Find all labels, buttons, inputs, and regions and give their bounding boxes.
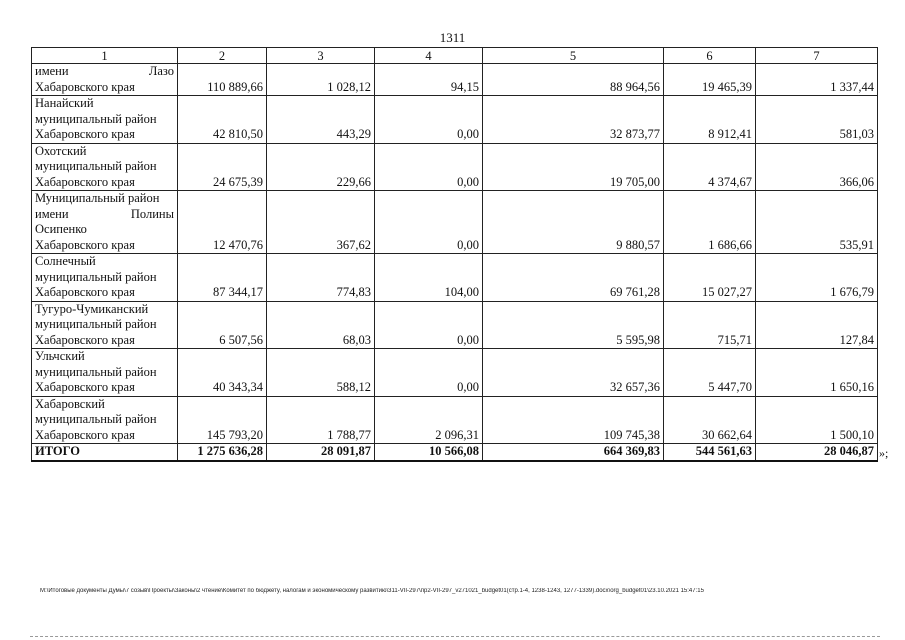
district-name-word: Хабаровского края bbox=[35, 237, 135, 252]
district-name-line bbox=[35, 175, 174, 191]
value-cell-col-5: 109 745,38 bbox=[483, 396, 664, 444]
district-name-word: Осипенко bbox=[35, 222, 87, 236]
column-number-row bbox=[32, 48, 878, 64]
value-cell-col-6: 5 447,70 bbox=[664, 349, 756, 397]
district-name-word: имени bbox=[35, 64, 69, 78]
value-cell-col-5: 32 873,77 bbox=[483, 96, 664, 144]
district-name-line bbox=[35, 349, 174, 365]
district-name-cell bbox=[32, 349, 178, 397]
value-cell-col-4: 0,00 bbox=[375, 191, 483, 254]
value-cell-col-2: 24 675,39 bbox=[178, 143, 267, 191]
column-header-6: 6 bbox=[664, 48, 756, 64]
district-name-cell bbox=[32, 96, 178, 144]
value-cell-col-3: 443,29 bbox=[267, 96, 375, 144]
value-cell-col-2: 6 507,56 bbox=[178, 301, 267, 349]
value-cell-col-3: 68,03 bbox=[267, 301, 375, 349]
value-cell-col-7: 1 650,16 bbox=[756, 349, 878, 397]
district-name-line bbox=[35, 222, 174, 238]
value-cell-col-6: 15 027,27 bbox=[664, 254, 756, 302]
district-name-word: Полины bbox=[130, 206, 174, 221]
district-name-cell bbox=[32, 191, 178, 254]
district-name-word: Солнечный bbox=[35, 254, 96, 268]
district-name-cell bbox=[32, 64, 178, 96]
total-value-col-7: 28 046,87 bbox=[756, 444, 878, 461]
page-number: 1311 bbox=[439, 30, 466, 45]
value-cell-col-7: 366,06 bbox=[756, 143, 878, 191]
district-name-line bbox=[35, 159, 174, 175]
district-name-word: Муниципальный район bbox=[35, 191, 160, 205]
district-name-line bbox=[35, 127, 174, 143]
value-cell-col-4: 0,00 bbox=[375, 143, 483, 191]
closing-quote-mark: »; bbox=[879, 446, 889, 460]
total-label: ИТОГО bbox=[32, 444, 178, 461]
district-name-word: муниципальный район bbox=[35, 159, 157, 173]
value-cell-col-3: 1 028,12 bbox=[267, 64, 375, 96]
total-value-col-2: 1 275 636,28 bbox=[178, 444, 267, 461]
value-cell-col-7: 535,91 bbox=[756, 191, 878, 254]
column-header-7: 7 bbox=[756, 48, 878, 64]
district-name-word: муниципальный район bbox=[35, 412, 157, 426]
district-name-line bbox=[35, 112, 174, 128]
district-name-line bbox=[35, 144, 174, 160]
value-cell-col-6: 8 912,41 bbox=[664, 96, 756, 144]
district-name-word: Хабаровского края bbox=[35, 380, 135, 394]
district-name-word: муниципальный район bbox=[35, 317, 157, 331]
district-name-line bbox=[35, 254, 174, 270]
district-name-line bbox=[35, 80, 174, 96]
page-bottom-rule bbox=[30, 636, 880, 637]
value-cell-col-7: 581,03 bbox=[756, 96, 878, 144]
value-cell-col-2: 110 889,66 bbox=[178, 64, 267, 96]
district-name-line bbox=[35, 428, 174, 444]
district-name-cell bbox=[32, 143, 178, 191]
document-file-path: M:\Итоговые документы Думы\7 созыв\Проекты\Законы\2 чтение\Комитет по бюджету, налогам и экономическому развитию\311-VII-297\пр2-VII-297_v271021_budget01(стр.1-4, 1238-1243, 1277-1339).docx\org_budget01\23.10.2021 15:47:15 bbox=[40, 588, 704, 594]
value-cell-col-2: 40 343,34 bbox=[178, 349, 267, 397]
value-cell-col-2: 87 344,17 bbox=[178, 254, 267, 302]
value-cell-col-6: 715,71 bbox=[664, 301, 756, 349]
district-name-cell bbox=[32, 254, 178, 302]
value-cell-col-4: 0,00 bbox=[375, 301, 483, 349]
table-row bbox=[32, 143, 878, 191]
district-name-word: Нанайский bbox=[35, 96, 94, 110]
value-cell-col-4: 94,15 bbox=[375, 64, 483, 96]
value-cell-col-7: 1 676,79 bbox=[756, 254, 878, 302]
district-name-line bbox=[35, 397, 174, 413]
district-name-line bbox=[35, 285, 174, 301]
table-row bbox=[32, 396, 878, 444]
value-cell-col-7: 1 500,10 bbox=[756, 396, 878, 444]
district-name-line bbox=[35, 207, 174, 223]
value-cell-col-2: 42 810,50 bbox=[178, 96, 267, 144]
district-name-word: Хабаровского края bbox=[35, 332, 135, 347]
district-name-word: муниципальный район bbox=[35, 364, 157, 379]
value-cell-col-5: 9 880,57 bbox=[483, 191, 664, 254]
value-cell-col-5: 88 964,56 bbox=[483, 64, 664, 96]
district-name-word: Хабаровского края bbox=[35, 427, 135, 442]
table-row bbox=[32, 301, 878, 349]
total-value-col-4: 10 566,08 bbox=[375, 444, 483, 461]
value-cell-col-6: 19 465,39 bbox=[664, 64, 756, 96]
value-cell-col-4: 2 096,31 bbox=[375, 396, 483, 444]
value-cell-col-5: 69 761,28 bbox=[483, 254, 664, 302]
total-value-col-5: 664 369,83 bbox=[483, 444, 664, 461]
column-header-1: 1 bbox=[32, 48, 178, 64]
table-row bbox=[32, 64, 878, 96]
total-value-col-6: 544 561,63 bbox=[664, 444, 756, 461]
value-cell-col-3: 229,66 bbox=[267, 143, 375, 191]
district-name-word: Лазо bbox=[148, 64, 174, 78]
table-body bbox=[32, 64, 878, 461]
total-row bbox=[32, 444, 878, 461]
value-cell-col-6: 1 686,66 bbox=[664, 191, 756, 254]
value-cell-col-4: 104,00 bbox=[375, 254, 483, 302]
table-row bbox=[32, 191, 878, 254]
district-name-word: Тугуро-Чумиканский bbox=[35, 301, 149, 316]
district-name-word: Ульчский bbox=[35, 349, 85, 363]
value-cell-col-2: 12 470,76 bbox=[178, 191, 267, 254]
district-name-line bbox=[35, 302, 174, 318]
value-cell-col-4: 0,00 bbox=[375, 349, 483, 397]
district-name-word: Хабаровского края bbox=[35, 174, 135, 189]
district-name-word: Хабаровского края bbox=[35, 79, 135, 94]
district-name-line bbox=[35, 412, 174, 428]
district-name-word: Хабаровский bbox=[35, 396, 105, 411]
district-name-line bbox=[35, 365, 174, 381]
district-name-word: Хабаровского края bbox=[35, 285, 135, 299]
column-header-2: 2 bbox=[178, 48, 267, 64]
table-row bbox=[32, 349, 878, 397]
district-name-word: имени bbox=[35, 206, 69, 221]
value-cell-col-3: 367,62 bbox=[267, 191, 375, 254]
value-cell-col-7: 127,84 bbox=[756, 301, 878, 349]
value-cell-col-2: 145 793,20 bbox=[178, 396, 267, 444]
district-name-line bbox=[35, 96, 174, 112]
district-name-line bbox=[35, 64, 174, 80]
table-row bbox=[32, 96, 878, 144]
district-name-line bbox=[35, 317, 174, 333]
value-cell-col-7: 1 337,44 bbox=[756, 64, 878, 96]
value-cell-col-3: 774,83 bbox=[267, 254, 375, 302]
budget-table bbox=[31, 47, 878, 462]
total-value-col-3: 28 091,87 bbox=[267, 444, 375, 461]
column-header-5: 5 bbox=[483, 48, 664, 64]
district-name-line bbox=[35, 380, 174, 396]
district-name-line bbox=[35, 270, 174, 286]
value-cell-col-3: 588,12 bbox=[267, 349, 375, 397]
value-cell-col-5: 5 595,98 bbox=[483, 301, 664, 349]
district-name-line bbox=[35, 333, 174, 349]
value-cell-col-6: 4 374,67 bbox=[664, 143, 756, 191]
column-header-3: 3 bbox=[267, 48, 375, 64]
district-name-cell bbox=[32, 396, 178, 444]
district-name-cell bbox=[32, 301, 178, 349]
district-name-word: Охотский bbox=[35, 143, 87, 158]
value-cell-col-5: 19 705,00 bbox=[483, 143, 664, 191]
district-name-line bbox=[35, 191, 174, 207]
value-cell-col-3: 1 788,77 bbox=[267, 396, 375, 444]
value-cell-col-5: 32 657,36 bbox=[483, 349, 664, 397]
district-name-word: муниципальный район bbox=[35, 269, 157, 284]
district-name-word: Хабаровского края bbox=[35, 127, 135, 141]
district-name-line bbox=[35, 238, 174, 254]
value-cell-col-4: 0,00 bbox=[375, 96, 483, 144]
district-name-word: муниципальный район bbox=[35, 111, 157, 126]
value-cell-col-6: 30 662,64 bbox=[664, 396, 756, 444]
table-row bbox=[32, 254, 878, 302]
column-header-4: 4 bbox=[375, 48, 483, 64]
